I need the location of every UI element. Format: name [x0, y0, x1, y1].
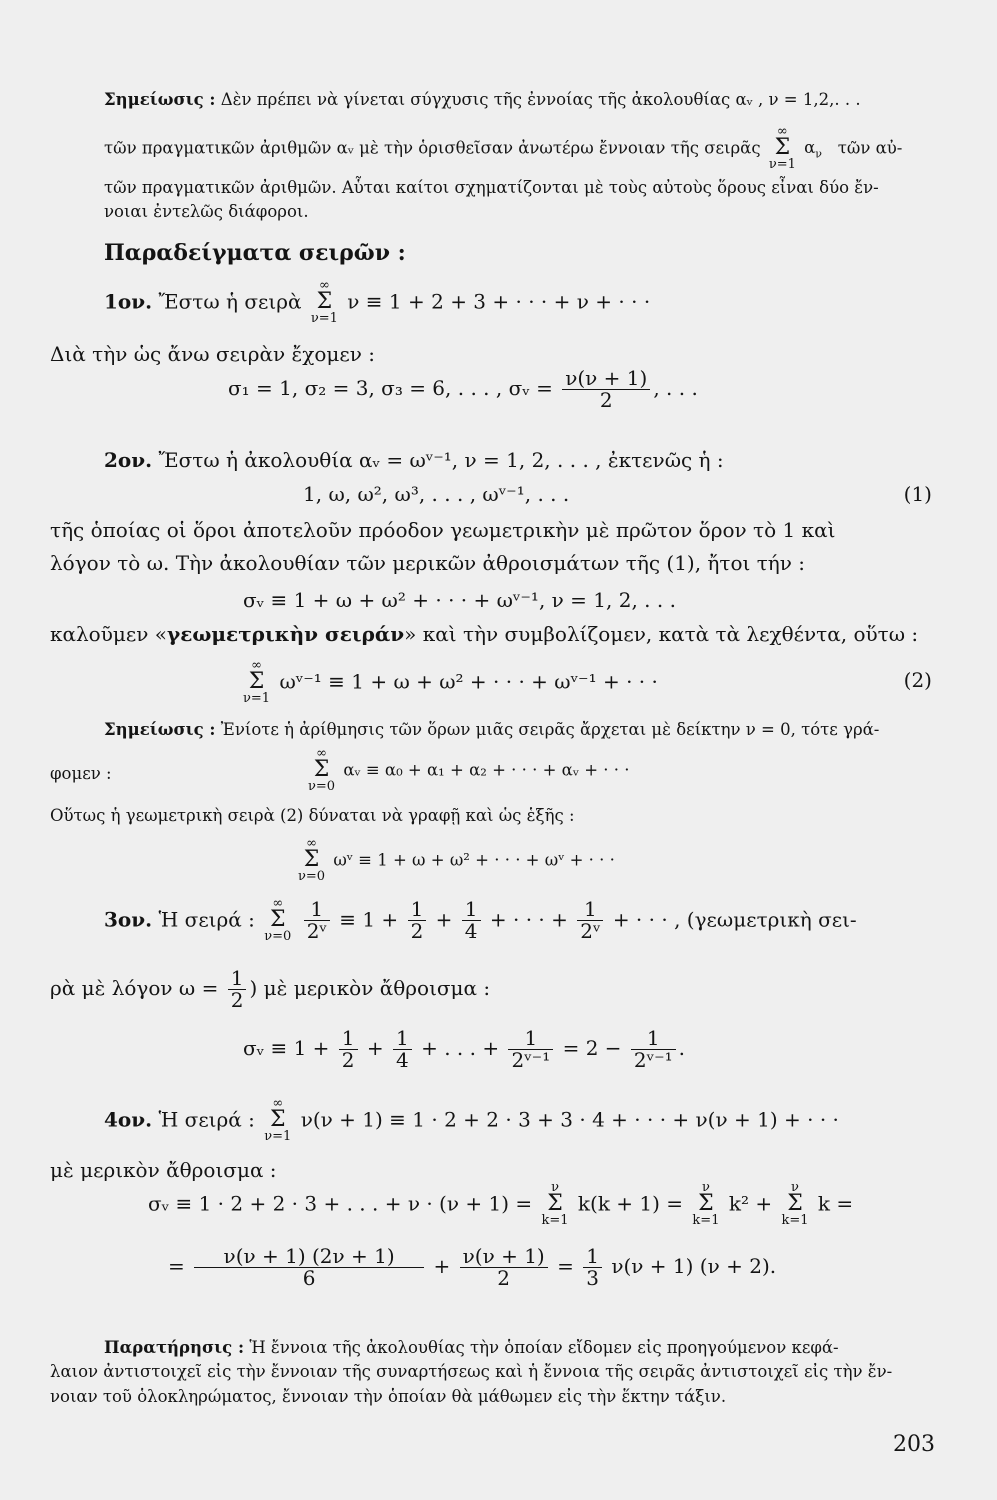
note2-line3: Οὕτως ἡ γεωμετρικὴ σειρὰ (2) δύναται νὰ γραφῇ καὶ ὡς ἑξῆς :	[50, 806, 575, 825]
note2-line2: φομεν :	[50, 764, 112, 783]
ex3-line2: ρὰ μὲ λόγον ω = $\frac{1}{2}$ ) μὲ μερικὸν ἄθροισμα :	[50, 966, 491, 1012]
sigma-symbol: ν Σ k=1	[541, 1180, 569, 1229]
note1-label: Σημείωσις :	[104, 90, 216, 109]
ex2-label: 2ον.	[104, 448, 153, 472]
term-geometric-series: γεωμετρικὴν σειράν	[167, 622, 405, 646]
note2-label: Σημείωσις :	[104, 720, 216, 739]
ex1-series: ν ≡ 1 + 2 + 3 + · · · + ν + · · ·	[347, 289, 651, 314]
remark-line1: Παρατήρησις : Ἡ ἔννοια τῆς ἀκολουθίας τὴν ὁποίαν εἴδομεν εἰς προηγούμενον κεφά-	[104, 1338, 839, 1357]
ex1-text: Ἔστω ἡ σειρὰ	[158, 289, 302, 314]
note1-text-2b: τῶν αὐ-	[837, 138, 903, 158]
sigma-symbol: ∞ Σ ν=0	[308, 746, 336, 795]
ex4-line1: 4ον. Ἡ σειρά : ∞ Σ ν=1 ν(ν + 1) ≡ 1 · 2 + 2 · 3 + 3 · 4 + · · · + ν(ν + 1) + · · ·	[104, 1096, 839, 1145]
ex1-fraction: $\frac{\nu(\nu + 1)}{2}$	[562, 368, 650, 411]
sigma-symbol: ∞ Σ ν=1	[310, 278, 338, 327]
note1-line3: τῶν πραγματικῶν ἀριθμῶν. Αὗται καίτοι σχηματίζονται μὲ τοὺς αὐτοὺς ὅρους εἶναι δύο ἔν-	[104, 178, 879, 197]
ex4-partial-sum: σᵥ ≡ 1 · 2 + 2 · 3 + . . . + ν · (ν + 1) = ν Σ k=1 k(k + 1) = ν Σ k=1 k² + ν Σ k=1 k =	[148, 1180, 854, 1229]
sigma-symbol: ν Σ k=1	[692, 1180, 720, 1229]
sigma-symbol: ∞ Σ ν=0	[264, 896, 292, 945]
page-number: 203	[893, 1432, 935, 1457]
sigma-symbol: ∞ Σ ν=1	[243, 658, 271, 707]
remark-label: Παρατήρησις :	[104, 1338, 245, 1357]
sigma-symbol: ∞ Σ ν=0	[298, 836, 326, 885]
ex4-result: = $\frac{\nu(\nu + 1) (2\nu + 1)}{6}$ + $\frac{\nu(\nu + 1)}{2}$ = $\frac{1}{3}$ ν(ν + 1) (ν + 2).	[168, 1244, 777, 1290]
note1-text-2a: τῶν πραγματικῶν ἀριθμῶν αᵥ μὲ τὴν ὁρισθεῖσαν ἀνωτέρω ἔννοιαν τῆς σειρᾶς	[104, 138, 761, 158]
note2-zero-series: ∞ Σ ν=0 αᵥ ≡ α₀ + α₁ + α₂ + · · · + αᵥ + · · ·	[308, 746, 630, 795]
sigma-symbol: ∞ Σ ν=1	[264, 1096, 292, 1145]
ex4-line2: μὲ μερικὸν ἄθροισμα :	[50, 1158, 277, 1182]
ex1-line1	[104, 280, 650, 326]
sigma-symbol: ∞ Σ ν=1	[768, 124, 796, 173]
ex3-label: 3ον.	[104, 907, 153, 932]
note1-line1	[104, 90, 861, 109]
note2-line1: Σημείωσις : Ἐνίοτε ἡ ἀρίθμησις τῶν ὅρων μιᾶς σειρᾶς ἄρχεται μὲ δείκτην ν = 0, τότε γρά-	[104, 720, 880, 739]
section-heading: Παραδείγματα σειρῶν :	[104, 240, 406, 266]
ex2-line3: τῆς ὁποίας οἱ ὅροι ἀποτελοῦν πρόοδον γεωμετρικὴν μὲ πρῶτον ὅρον τὸ 1 καὶ	[50, 518, 836, 542]
note1-line4: νοιαι ἐντελῶς διάφοροι.	[104, 202, 309, 221]
ex2-sequence: 1, ω, ω², ω³, . . . , ωᵛ⁻¹, . . .	[303, 482, 570, 506]
ex1-partials: σ₁ = 1, σ₂ = 3, σ₃ = 6, . . . , σᵥ = $\frac{\nu(\nu + 1)}{2}$ , . . .	[228, 366, 698, 412]
ex4-label: 4ον.	[104, 1107, 153, 1132]
ex2-text: Ἔστω ἡ ἀκολουθία αᵥ = ωᵛ⁻¹, ν = 1, 2, . . . , ἐκτενῶς ἡ :	[158, 448, 724, 472]
ex2-line1	[104, 448, 724, 472]
ex2-line4: λόγον τὸ ω. Τὴν ἀκολουθίαν τῶν μερικῶν ἀθροισμάτων τῆς (1), ἤτοι τήν :	[50, 551, 806, 575]
ex2-partial-sum: σᵥ ≡ 1 + ω + ω² + · · · + ωᵛ⁻¹, ν = 1, 2, . . .	[243, 588, 676, 612]
remark-line3: νοιαν τοῦ ὁλοκληρώματος, ἔννοιαν τὴν ὁποίαν θὰ μάθωμεν εἰς τὴν ἕκτην τάξιν.	[50, 1387, 727, 1406]
ex3-partial-sum: σᵥ ≡ 1 + $\frac{1}{2}$ + $\frac{1}{4}$ + . . . + $\frac{1}{\text{2ᵛ⁻¹}}$ = 2 − $\frac{1}{\text{2ᵛ⁻¹}}$ .	[243, 1026, 686, 1072]
equation-number-1: (1)	[903, 482, 932, 506]
equation-number-2: (2)	[903, 668, 932, 692]
note1-text: Δὲν πρέπει νὰ γίνεται σύγχυσις τῆς ἐννοίας τῆς ἀκολουθίας αᵥ , ν = 1,2,. . .	[220, 90, 861, 109]
note2-geo-zero: ∞ Σ ν=0 ωᵛ ≡ 1 + ω + ω² + · · · + ωᵛ + · · ·	[298, 836, 615, 885]
ex2-line6: καλοῦμεν «γεωμετρικὴν σειράν» καὶ τὴν συμβολίζομεν, κατὰ τὰ λεχθέντα, οὕτω :	[50, 622, 919, 646]
ex3-line1: 3ον. Ἡ σειρά : ∞ Σ ν=0 $\frac{1}{\text{2ᵛ}}$ ≡ 1 + $\frac{1}{2}$ + $\frac{1}{4}$ + · · · + $\frac{1}{\text{2ᵛ}}$ + · · · , (γεωμετρικὴ σει-	[104, 896, 857, 945]
ex1-label: 1ον.	[104, 289, 153, 314]
ex1-line2: Διὰ τὴν ὡς ἄνω σειρὰν ἔχομεν :	[50, 342, 376, 366]
sigma-symbol: ν Σ k=1	[781, 1180, 809, 1229]
remark-line2: λαιον ἀντιστοιχεῖ εἰς τὴν ἔννοιαν τῆς συναρτήσεως καὶ ἡ ἔννοια τῆς σειρᾶς ἀντιστοιχεῖ εἰς τὴν ἔν-	[50, 1362, 893, 1381]
ex2-series: ∞ Σ ν=1 ωᵛ⁻¹ ≡ 1 + ω + ω² + · · · + ωᵛ⁻¹ + · · ·	[243, 658, 658, 707]
note1-line2: τῶν πραγματικῶν ἀριθμῶν αᵥ μὲ τὴν ὁρισθεῖσαν ἀνωτέρω ἔννοιαν τῆς σειρᾶς ∞ Σ ν=1 $\alpha_\nu$ τῶν αὐ-	[104, 124, 903, 173]
